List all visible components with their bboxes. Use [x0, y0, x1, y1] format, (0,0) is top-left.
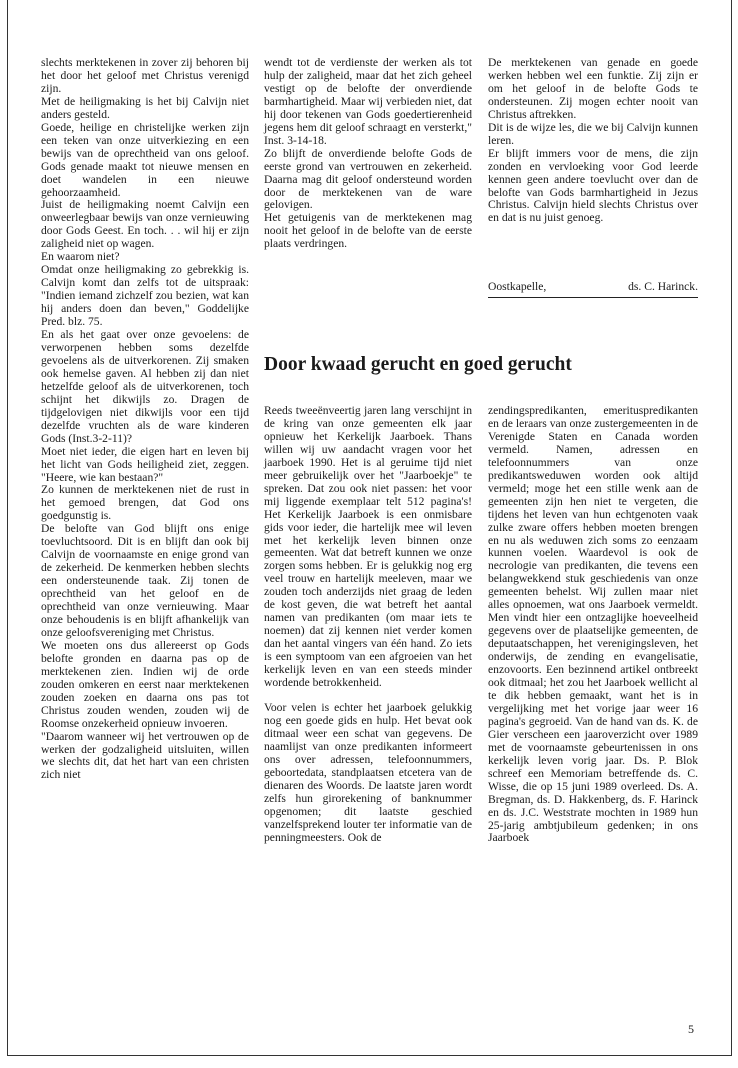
article1-column-1: [41, 57, 249, 782]
paragraph: Moet niet ieder, die eigen hart en leven bij het licht van Gods heiligheid ziet, zeggen. "Heere, wie kan bestaan?": [41, 444, 249, 484]
paragraph: wendt tot de verdienste der werken als tot hulp der zaligheid, maar dat het zich geheel vestigt op de belofte der onverdiende barmhartigheid. Maar wij verbieden niet, dat hij door tekenen van Gods goedertierenheid jegens hem dit geloof schraagt en versterkt," Inst. 3-14-18.: [264, 56, 472, 147]
article2-headline: Door kwaad gerucht en goed gerucht: [264, 354, 572, 375]
signature-rule: [488, 297, 698, 298]
page-border-right: [731, 0, 732, 1056]
article2-column-2: [488, 405, 698, 845]
article2-column-1: [264, 405, 472, 844]
paragraph: Er blijft immers voor de mens, die zijn zonden en vervloeking voor God leerde kennen geen andere toevlucht over dan de belofte van Gods barmhartigheid in Jezus Christus. Calvijn hield slechts Christus over en dat is nu juist genoeg.: [488, 146, 698, 225]
paragraph: zendingspredikanten, emerituspredikanten en de leraars van onze zustergemeenten in de Verenigde Staten en Canada worden vermeld. Namen, adressen en telefoonnummers van onze predikantsweduwen worden ook altijd vermeld; moge het een stille wenk aan de gemeenten zijn hen niet te vergeten, die tijdens het leven van hun echtgenoten vaak zulke zware offers hebben moeten brengen en nu als weduwen zich soms zo eenzaam kunnen voelen. Waardevol is ook de necrologie van predikanten, die tevens een belangwekkend stuk geschiedenis van onze gemeenten behelst. Wij zullen maar niet alles opnoemen, wat ons Jaarboek vermeldt. Men vindt hier een ontzaglijke hoeveelheid gegevens over de plaatselijke gemeenten, de deputaatschappen, het verenigingsleven, het onderwijs, de zending en evangelisatie, enzovoorts. Een bezinnend artikel ontbreekt ook ditmaal; het zou het Jaarboek wellicht al te dik hebben gemaakt, want het is in vergelijking met het vorige jaar weer 16 pagina's gegroeid. Van de hand van ds. K. de Gier verscheen een jaaroverzicht over 1989 met de voornaamste gebeurtenissen in ons kerkelijk leven vorig jaar. Ds. P. Blok schreef een Memoriam betreffende ds. C. Wisse, die op 15 juni 1989 overleed. Ds. A. Bregman, ds. D. Hakkenberg, ds. F. Harinck en ds. J.C. Weststrate mochten in 1989 hun 25-jarig ambtjubileum gedenken; in ons Jaarboek: [488, 404, 698, 845]
paragraph: "Daarom wanneer wij het vertrouwen op de werken der godzaligheid uitsluiten, willen we slechts dit, dat het hart van een christen zich niet: [41, 729, 249, 782]
paragraph: En als het gaat over onze gevoelens: de verworpenen hebben soms dezelfde gevoelens als de uitverkorenen. Zij smaken ook hemelse gaven. Al hebben zij dan niet hetzelfde geloof als de uitverkorenen, toch schijnt het dikwijls zo. Dragen de tijdgelovigen niet dikwijls voor een tijd dezelfde vruchten als de ware kinderen Gods (Inst.3-2-11)?: [41, 328, 249, 445]
page-border-left: [7, 0, 8, 1056]
article1-column-3: [488, 57, 698, 225]
paragraph: De merktekenen van genade en goede werken hebben wel een funktie. Zij zijn er om het geloof in de belofte Gods te ondersteunen. Zij mogen echter nooit van Christus aftrekken.: [488, 56, 698, 121]
paragraph: slechts merktekenen in zover zij behoren bij het door het geloof met Christus verenigd zijn.: [41, 56, 249, 95]
paragraph: Zo kunnen de merktekenen niet de rust in het gemoed brengen, dat God ons goedgunstig is.: [41, 483, 249, 523]
paragraph: Juist de heiligmaking noemt Calvijn een onweerlegbaar bewijs van onze vernieuwing door Gods Geest. En toch. . . wil hij er zijn zaligheid niet op wagen.: [41, 198, 249, 251]
paragraph: Reeds tweeënveertig jaren lang verschijnt in de kring van onze gemeenten elk jaar opnieuw het Kerkelijk Jaarboek. Thans willen wij uw aandacht vragen voor het jaarboek 1990. Het is al geruime tijd niet meer gebruikelijk over het "Jaarboekje" te spreken. Dat zou ook niet passen: het voor mij liggende exemplaar telt 512 pagina's! Het Kerkelijk Jaarboek is een onmisbare gids voor ieder, die hartelijk mee wil leven met het kerkelijk leven binnen onze gemeenten. Wat dat betreft kunnen we onze zorgen soms hebben. Er is gelukkig nog erg veel trouw en hartelijk meeleven, maar we zouden toch anderzijds niet graag de leden de kost geven, die wat betreft het aantal namen van predikanten (om maar iets te noemen) dat zij kennen niet verder komen dan het aantal vingers van één hand. Zo iets is een symptoom van een afgroeien van het kerkelijk leven en van een steeds minder wordende betrokkenheid.: [264, 404, 472, 690]
paragraph: We moeten ons dus allereerst op Gods belofte gronden en daarna pas op de merktekenen zien. Indien wij de orde zouden omkeren en eerst naar merktekenen zouden zoeken en daarna ons pas tot Christus zouden wenden, zouden wij de Roomse onzekerheid opnieuw invoeren.: [41, 638, 249, 730]
signature-author: ds. C. Harinck.: [628, 280, 698, 293]
paragraph: En waarom niet?: [41, 250, 120, 264]
paragraph: Dit is de wijze les, die we bij Calvijn kunnen leren.: [488, 120, 698, 147]
paragraph: Omdat onze heiligmaking zo gebrekkig is. Calvijn komt dan zelfs tot de uitspraak: "Indien iemand zichzelf zou bezien, wat kan hij anders doen dan beven," Goddelijke Pred. blz. 75.: [41, 263, 249, 329]
signature-place: Oostkapelle,: [488, 280, 547, 293]
page-number: 5: [688, 1022, 694, 1036]
page-border-bottom: [7, 1055, 732, 1056]
paragraph: Met de heiligmaking is het bij Calvijn niet anders gesteld.: [41, 94, 249, 121]
paragraph: Het getuigenis van de merktekenen mag nooit het geloof in de belofte van de eerste plaats verdringen.: [264, 211, 472, 251]
paragraph: De belofte van God blijft ons enige toevluchtsoord. Dit is en blijft dan ook bij Calvijn de voornaamste en enige grond van de zekerheid. De kenmerken hebben slechts een ondersteunende taak. Zij tonen de oprechtheid van het geloof en de oprechtheid van onze vernieuwing. Maar onze behoudenis is en blijft afhankelijk van onze geloofsvereniging met Christus.: [41, 522, 249, 639]
paragraph: Voor velen is echter het jaarboek gelukkig nog een goede gids en hulp. Het bevat ook ditmaal weer een schat van gegevens. De naamlijst van onze predikanten informeert ons over adressen, telefoonnummers, geboortedata, standplaatsen etcetera van de dienaren des Woords. De laatste jaren wordt zelfs hun girorekening of banknummer opgenomen; dit laatste geschied vanzelfsprekend louter ter informatie van de penningmeesters. Ook de: [264, 700, 472, 844]
article1-column-2: [264, 57, 472, 251]
paragraph: Goede, heilige en christelijke werken zijn een teken van onze uitverkiezing en een bewijs van de oprechtheid van ons geloof. Gods genade maakt tot nieuwe mensen en doet wandelen in een nieuwe gehoorzaamheid.: [41, 120, 249, 199]
paragraph: Zo blijft de onverdiende belofte Gods de eerste grond van vertrouwen en zekerheid. Daarna mag dit geloof ondersteund worden door de merktekenen van de ware gelovigen.: [264, 146, 472, 212]
